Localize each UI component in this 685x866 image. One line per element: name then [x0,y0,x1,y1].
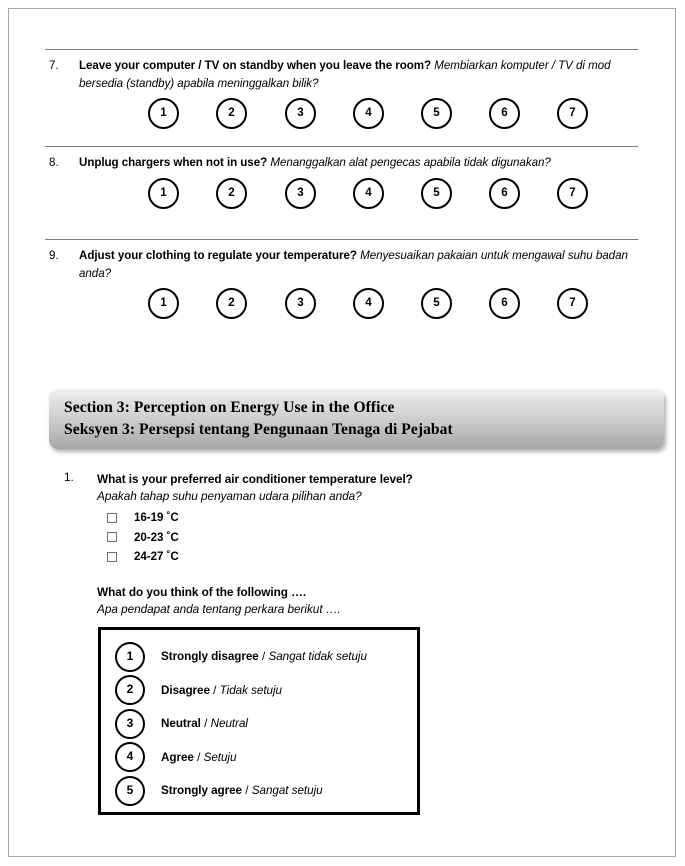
legend-separator: / [258,650,269,664]
section-title-en: Section 3: Perception on Energy Use in the Office [64,399,395,416]
question-divider [45,239,638,240]
likert-option-7-4[interactable]: 4 [353,98,384,129]
likert-option-9-1[interactable]: 1 [148,288,179,319]
legend-circle-5: 5 [115,776,145,806]
lead-in-text-en: What do you think of the following …. [97,585,307,599]
legend-label-ms-4: Setuju [203,750,237,764]
question-divider [45,146,638,147]
temperature-choice-1[interactable] [107,508,624,528]
likert-option-7-3[interactable]: 3 [285,98,316,129]
question-text-ms-9: Menyesuaikan pakaian untuk mengawal suhu badan anda? [79,249,628,280]
likert-option-7-5[interactable]: 5 [421,98,452,129]
section3-question-text-en: What is your preferred air conditioner temperature level? [97,472,413,486]
likert-option-9-2[interactable]: 2 [216,288,247,319]
legend-label-en-1: Strongly disagree [161,650,259,664]
survey-page [8,8,676,857]
section-title-ms: Seksyen 3: Persepsi tentang Pengunaan Tenaga di Pejabat [64,421,453,438]
legend-item-2 [115,674,417,708]
likert-option-8-2[interactable]: 2 [216,178,247,209]
legend-label-ms-2: Tidak setuju [219,683,282,697]
legend-label-ms-1: Sangat tidak setuju [268,650,367,664]
likert-option-9-6[interactable]: 6 [489,288,520,319]
legend-circle-4: 4 [115,742,145,772]
legend-label-en-4: Agree [161,750,194,764]
likert-option-9-5[interactable]: 5 [421,288,452,319]
question-number-9: 9. [49,249,59,262]
temperature-choice-label-1: 16-19 ˚C [134,511,179,525]
legend-item-1 [115,640,417,674]
likert-scale-8 [45,178,639,216]
question-number-8: 8. [49,156,59,169]
temperature-choice-label-2: 20-23 ˚C [134,530,179,544]
section3-question-1 [64,471,624,567]
checkbox-icon[interactable] [107,532,117,542]
rating-legend-box [98,627,420,815]
question-text-8 [45,154,639,172]
question-text-en-7: Leave your computer / TV on standby when you leave the room? [79,59,432,72]
lead-in-text [97,584,577,618]
question-block-8 [45,154,639,216]
likert-option-7-1[interactable]: 1 [148,98,179,129]
legend-item-4 [115,741,417,775]
question-number-7: 7. [49,59,59,72]
legend-label-en-2: Disagree [161,683,210,697]
legend-circle-1: 1 [115,642,145,672]
likert-option-7-2[interactable]: 2 [216,98,247,129]
question-text-ms-7: Membiarkan komputer / TV di mod bersedia (standby) apabila meninggalkan bilik? [79,59,611,90]
question-text-9 [45,247,639,282]
legend-separator: / [193,750,204,764]
question-text-en-8: Unplug chargers when not in use? [79,156,268,169]
legend-label-en-3: Neutral [161,717,201,731]
section3-question-number: 1. [64,471,74,484]
likert-option-8-7[interactable]: 7 [557,178,588,209]
legend-label-5 [161,784,323,797]
question-text-7 [45,57,639,92]
legend-label-ms-3: Neutral [210,717,248,731]
likert-scale-7 [45,98,639,136]
likert-scale-9 [45,288,639,326]
question-text-ms-8: Menanggalkan alat pengecas apabila tidak digunakan? [270,156,551,169]
question-block-9 [45,247,639,326]
likert-option-7-6[interactable]: 6 [489,98,520,129]
temperature-choice-label-3: 24-27 ˚C [134,550,179,564]
likert-option-8-5[interactable]: 5 [421,178,452,209]
legend-label-3 [161,717,248,730]
section3-question-text-ms: Apakah tahap suhu penyaman udara pilihan anda? [97,489,362,503]
lead-in-text-ms: Apa pendapat anda tentang perkara berikut …. [97,602,341,616]
legend-separator: / [242,784,252,798]
legend-separator: / [200,717,211,731]
legend-circle-3: 3 [115,709,145,739]
likert-option-9-4[interactable]: 4 [353,288,384,319]
question-divider [45,49,638,50]
temperature-choice-list [97,508,624,567]
temperature-choice-2[interactable] [107,528,624,548]
likert-option-9-7[interactable]: 7 [557,288,588,319]
legend-item-3 [115,707,417,741]
legend-separator: / [209,683,220,697]
likert-option-8-6[interactable]: 6 [489,178,520,209]
legend-label-ms-5: Sangat setuju [251,784,323,798]
legend-circle-2: 2 [115,675,145,705]
question-text-en-9: Adjust your clothing to regulate your temperature? [79,249,357,262]
legend-label-1 [161,650,367,663]
checkbox-icon[interactable] [107,552,117,562]
likert-option-8-4[interactable]: 4 [353,178,384,209]
likert-option-7-7[interactable]: 7 [557,98,588,129]
likert-option-8-3[interactable]: 3 [285,178,316,209]
legend-label-2 [161,684,282,697]
legend-item-5 [115,774,417,808]
checkbox-icon[interactable] [107,513,117,523]
likert-option-9-3[interactable]: 3 [285,288,316,319]
likert-option-8-1[interactable]: 1 [148,178,179,209]
legend-label-4 [161,751,236,764]
question-block-7 [45,57,639,136]
temperature-choice-3[interactable] [107,547,624,567]
legend-label-en-5: Strongly agree [161,784,242,798]
section-header-banner [49,389,664,449]
